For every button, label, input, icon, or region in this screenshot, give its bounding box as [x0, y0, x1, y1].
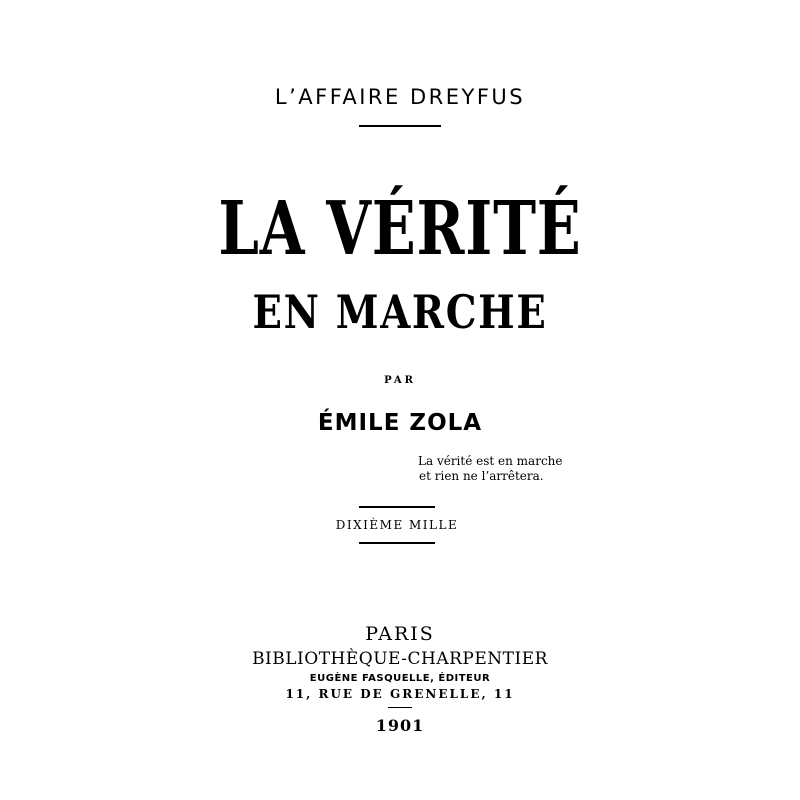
imprint-city: PARIS [365, 623, 435, 645]
book-title-line-1: LA VÉRITÉ [218, 186, 582, 272]
epigraph-line-1: La vérité est en marche [418, 454, 563, 468]
imprint-year: 1901 [375, 716, 425, 735]
rule-above-edition [359, 506, 435, 508]
book-title-line-2: EN MARCHE [252, 285, 548, 339]
imprint-publisher: BIBLIOTHÈQUE-CHARPENTIER [252, 649, 548, 669]
epigraph-line-2: et rien ne l’arrêtera. [419, 469, 544, 483]
author-name: ÉMILE ZOLA [317, 410, 483, 436]
rule-above-year [388, 707, 412, 708]
imprint-editor: EUGÈNE FASQUELLE, ÉDITEUR [309, 673, 491, 684]
rule-below-edition [359, 542, 435, 544]
epigraph [418, 454, 563, 484]
imprint-address: 11, RUE DE GRENELLE, 11 [285, 687, 515, 701]
series-title: L’AFFAIRE DREYFUS [274, 85, 526, 109]
by-label: PAR [384, 375, 416, 386]
rule-under-series [359, 125, 441, 127]
edition-note: DIXIÈME MILLE [335, 518, 459, 532]
